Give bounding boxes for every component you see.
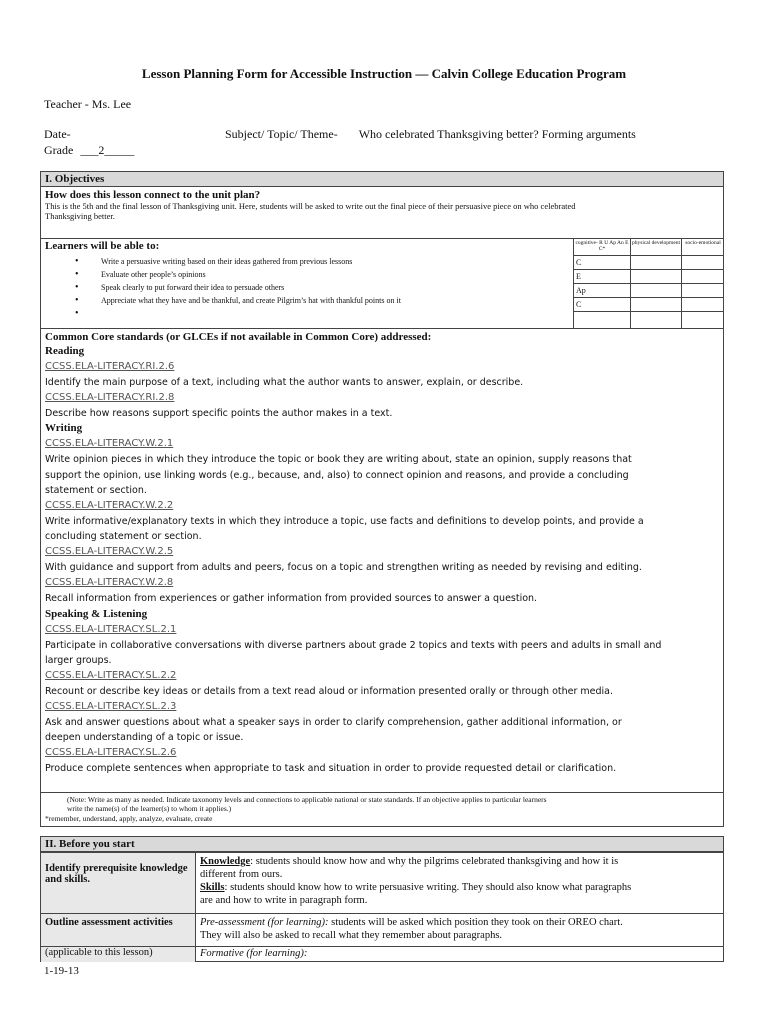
standard-desc-w-2-2-cont: concluding statement or section. bbox=[45, 531, 202, 542]
note-line-3: *remember, understand, apply, analyze, evaluate, create bbox=[45, 814, 213, 823]
tax-empty-cell bbox=[682, 256, 724, 270]
date-label: Date- bbox=[44, 127, 71, 141]
standard-link-ri-2-6[interactable]: CCSS.ELA-LITERACY.RI.2.6 bbox=[45, 361, 175, 372]
standard-desc-sl-2-2: Recount or describe key ideas or details from a text read aloud or information presented orally or through other media. bbox=[45, 686, 614, 697]
standard-desc-ri-2-6: Identify the main purpose of a text, including what the author wants to answer, explain, or describe. bbox=[45, 377, 524, 388]
tax-empty-cell bbox=[682, 298, 724, 312]
footer-date: 1-19-13 bbox=[44, 965, 79, 977]
unit-answer-line-1: This is the 5th and the final lesson of Thanksgiving unit. Here, students will be asked to write out the final piece of their persuasive piece on who celebrated bbox=[45, 201, 576, 211]
objectives-heading: I. Objectives bbox=[41, 172, 723, 187]
pre-assessment-text: students will be asked which position they took on their OREO chart. bbox=[328, 917, 623, 928]
standard-desc-w-2-5: With guidance and support from adults and peers, focus on a topic and strengthen writing as needed by revising and editing. bbox=[45, 562, 642, 573]
tax-header-cell bbox=[631, 239, 682, 256]
unit-question: How does this lesson connect to the unit plan? bbox=[45, 189, 261, 201]
list-item bbox=[101, 307, 401, 320]
assess-content-cell bbox=[196, 913, 723, 946]
tax-empty-cell bbox=[631, 312, 682, 329]
knowledge-label: Knowledge bbox=[200, 856, 251, 867]
taxonomy-grid bbox=[573, 239, 724, 329]
standard-desc-sl-2-3-cont: deepen understanding of a topic or issue. bbox=[45, 732, 244, 743]
standard-link-w-2-2[interactable]: CCSS.ELA-LITERACY.W.2.2 bbox=[45, 500, 174, 511]
unit-answer-line-2: Thanksgiving better. bbox=[45, 211, 115, 221]
speaking-label: Speaking & Listening bbox=[45, 608, 148, 620]
grade-label: Grade bbox=[44, 143, 74, 157]
list-item: • Write a persuasive writing based on their ideas gathered from previous lessons bbox=[101, 255, 401, 268]
prereq-label-cell bbox=[41, 852, 196, 913]
before-you-start-section bbox=[40, 836, 724, 962]
tax-empty-cell bbox=[682, 312, 724, 329]
subject-value: Who celebrated Thanksgiving better? Forming arguments bbox=[358, 127, 636, 141]
standard-desc-sl-2-1: Participate in collaborative conversations with diverse partners about grade 2 topics and texts with peers and adults in small and bbox=[45, 640, 662, 651]
standard-desc-w-2-2: Write informative/explanatory texts in which they introduce a topic, use facts and definitions to develop points, and provide a bbox=[45, 516, 644, 527]
standard-desc-sl-2-3: Ask and answer questions about what a speaker says in order to clarify comprehension, gather additional information, or bbox=[45, 717, 622, 728]
before-you-start-heading: II. Before you start bbox=[41, 837, 723, 852]
assess-label-cell bbox=[41, 913, 196, 946]
tax-level-cell: C bbox=[574, 256, 631, 270]
standard-link-sl-2-6[interactable]: CCSS.ELA-LITERACY.SL.2.6 bbox=[45, 747, 177, 758]
pre-assessment-line-1 bbox=[200, 916, 719, 929]
standard-desc-w-2-1: Write opinion pieces in which they introduce the topic or book they are writing about, state an opinion, supply reasons that bbox=[45, 454, 632, 465]
prereq-label: Identify prerequisite knowledge and skills. bbox=[45, 863, 188, 885]
standard-desc-ri-2-8: Describe how reasons support specific points the author makes in a text. bbox=[45, 408, 393, 419]
tax-header-physical: physical development bbox=[631, 240, 681, 246]
standard-desc-w-2-1-cont: support the opinion, use linking words (e.g., because, and, also) to connect opinion and reasons, and provide a concluding bbox=[45, 470, 629, 481]
learners-row bbox=[41, 238, 723, 329]
skills-line-2: are and how to write in paragraph form. bbox=[200, 895, 368, 906]
tax-empty-cell bbox=[631, 256, 682, 270]
grade-value: ___2_____ bbox=[80, 143, 135, 157]
grade-line bbox=[44, 143, 134, 158]
subject-line bbox=[225, 127, 636, 142]
assess-sub-label: (applicable to this lesson) bbox=[45, 947, 153, 958]
objective-list bbox=[41, 255, 401, 320]
note-area bbox=[41, 792, 723, 828]
standard-desc-sl-2-1-cont: larger groups. bbox=[45, 655, 112, 666]
skills-line-1 bbox=[200, 881, 719, 894]
subject-label: Subject/ Topic/ Theme- bbox=[225, 127, 338, 141]
note-line-2: write the name(s) of the learner(s) to whom it applies.) bbox=[67, 804, 232, 813]
list-item: • Evaluate other people’s opinions bbox=[101, 268, 401, 281]
knowledge-line-2: different from ours. bbox=[200, 869, 283, 880]
reading-label: Reading bbox=[45, 345, 85, 357]
tax-header-socio: socio-emotional bbox=[685, 240, 721, 246]
pre-assessment-line-2: They will also be asked to recall what they remember about paragraphs. bbox=[200, 930, 503, 941]
teacher-line: Teacher - Ms. Lee bbox=[44, 97, 132, 111]
tax-level-cell: Ap bbox=[574, 284, 631, 298]
pre-assessment-label: Pre-assessment (for learning): bbox=[200, 917, 329, 928]
tax-empty-cell bbox=[631, 298, 682, 312]
learners-heading: Learners will be able to: bbox=[45, 240, 160, 252]
tax-header-cognitive: cognitive- R U Ap An E C* bbox=[575, 240, 629, 252]
common-core-heading: Common Core standards (or GLCEs if not available in Common Core) addressed: bbox=[45, 331, 432, 343]
prereq-content-cell bbox=[196, 852, 723, 913]
tax-level-cell: C bbox=[574, 298, 631, 312]
standard-desc-w-2-1-end: statement or section. bbox=[45, 485, 147, 496]
standard-link-sl-2-1[interactable]: CCSS.ELA-LITERACY.SL.2.1 bbox=[45, 624, 177, 635]
tax-empty-cell bbox=[682, 270, 724, 284]
standard-link-ri-2-8[interactable]: CCSS.ELA-LITERACY.RI.2.8 bbox=[45, 392, 175, 403]
page-title: Lesson Planning Form for Accessible Instruction — Calvin College Education Program bbox=[141, 66, 627, 81]
standard-desc-sl-2-6: Produce complete sentences when appropriate to task and situation in order to provide requested detail or clarification. bbox=[45, 763, 617, 774]
tax-empty-cell bbox=[631, 284, 682, 298]
standard-link-w-2-5[interactable]: CCSS.ELA-LITERACY.W.2.5 bbox=[45, 546, 174, 557]
note-line-1: (Note: Write as many as needed. Indicate taxonomy levels and connections to applicable national or state standards. If an objective applies to particular learners bbox=[67, 795, 547, 804]
tax-empty-cell bbox=[682, 284, 724, 298]
skills-text: : students should know how to write persuasive writing. They should also know what paragraphs bbox=[224, 882, 632, 893]
assess-sub-cell bbox=[41, 946, 196, 962]
formative-cell bbox=[196, 946, 723, 962]
knowledge-line-1 bbox=[200, 855, 719, 868]
standard-desc-w-2-8: Recall information from experiences or gather information from provided sources to answer a question. bbox=[45, 593, 538, 604]
list-item: • Appreciate what they have and be thankful, and create Pilgrim’s hat with thankful points on it bbox=[101, 294, 401, 307]
tax-header-cell bbox=[682, 239, 724, 256]
standard-link-sl-2-2[interactable]: CCSS.ELA-LITERACY.SL.2.2 bbox=[45, 670, 177, 681]
formative-label: Formative (for learning): bbox=[200, 948, 308, 959]
list-item: • Speak clearly to put forward their idea to persuade others bbox=[101, 281, 401, 294]
skills-label: Skills bbox=[200, 882, 225, 893]
knowledge-text: : students should know how and why the pilgrims celebrated thanksgiving and how it is bbox=[250, 856, 619, 867]
tax-header-cell bbox=[574, 239, 631, 256]
standard-link-sl-2-3[interactable]: CCSS.ELA-LITERACY.SL.2.3 bbox=[45, 701, 177, 712]
tax-level-cell: E bbox=[574, 270, 631, 284]
standard-link-w-2-1[interactable]: CCSS.ELA-LITERACY.W.2.1 bbox=[45, 438, 174, 449]
tax-level-cell bbox=[574, 312, 631, 329]
writing-label: Writing bbox=[45, 422, 83, 434]
objectives-section bbox=[40, 171, 724, 827]
standard-link-w-2-8[interactable]: CCSS.ELA-LITERACY.W.2.8 bbox=[45, 577, 174, 588]
tax-empty-cell bbox=[631, 270, 682, 284]
assess-label: Outline assessment activities bbox=[45, 917, 173, 928]
common-core-area bbox=[41, 328, 723, 774]
